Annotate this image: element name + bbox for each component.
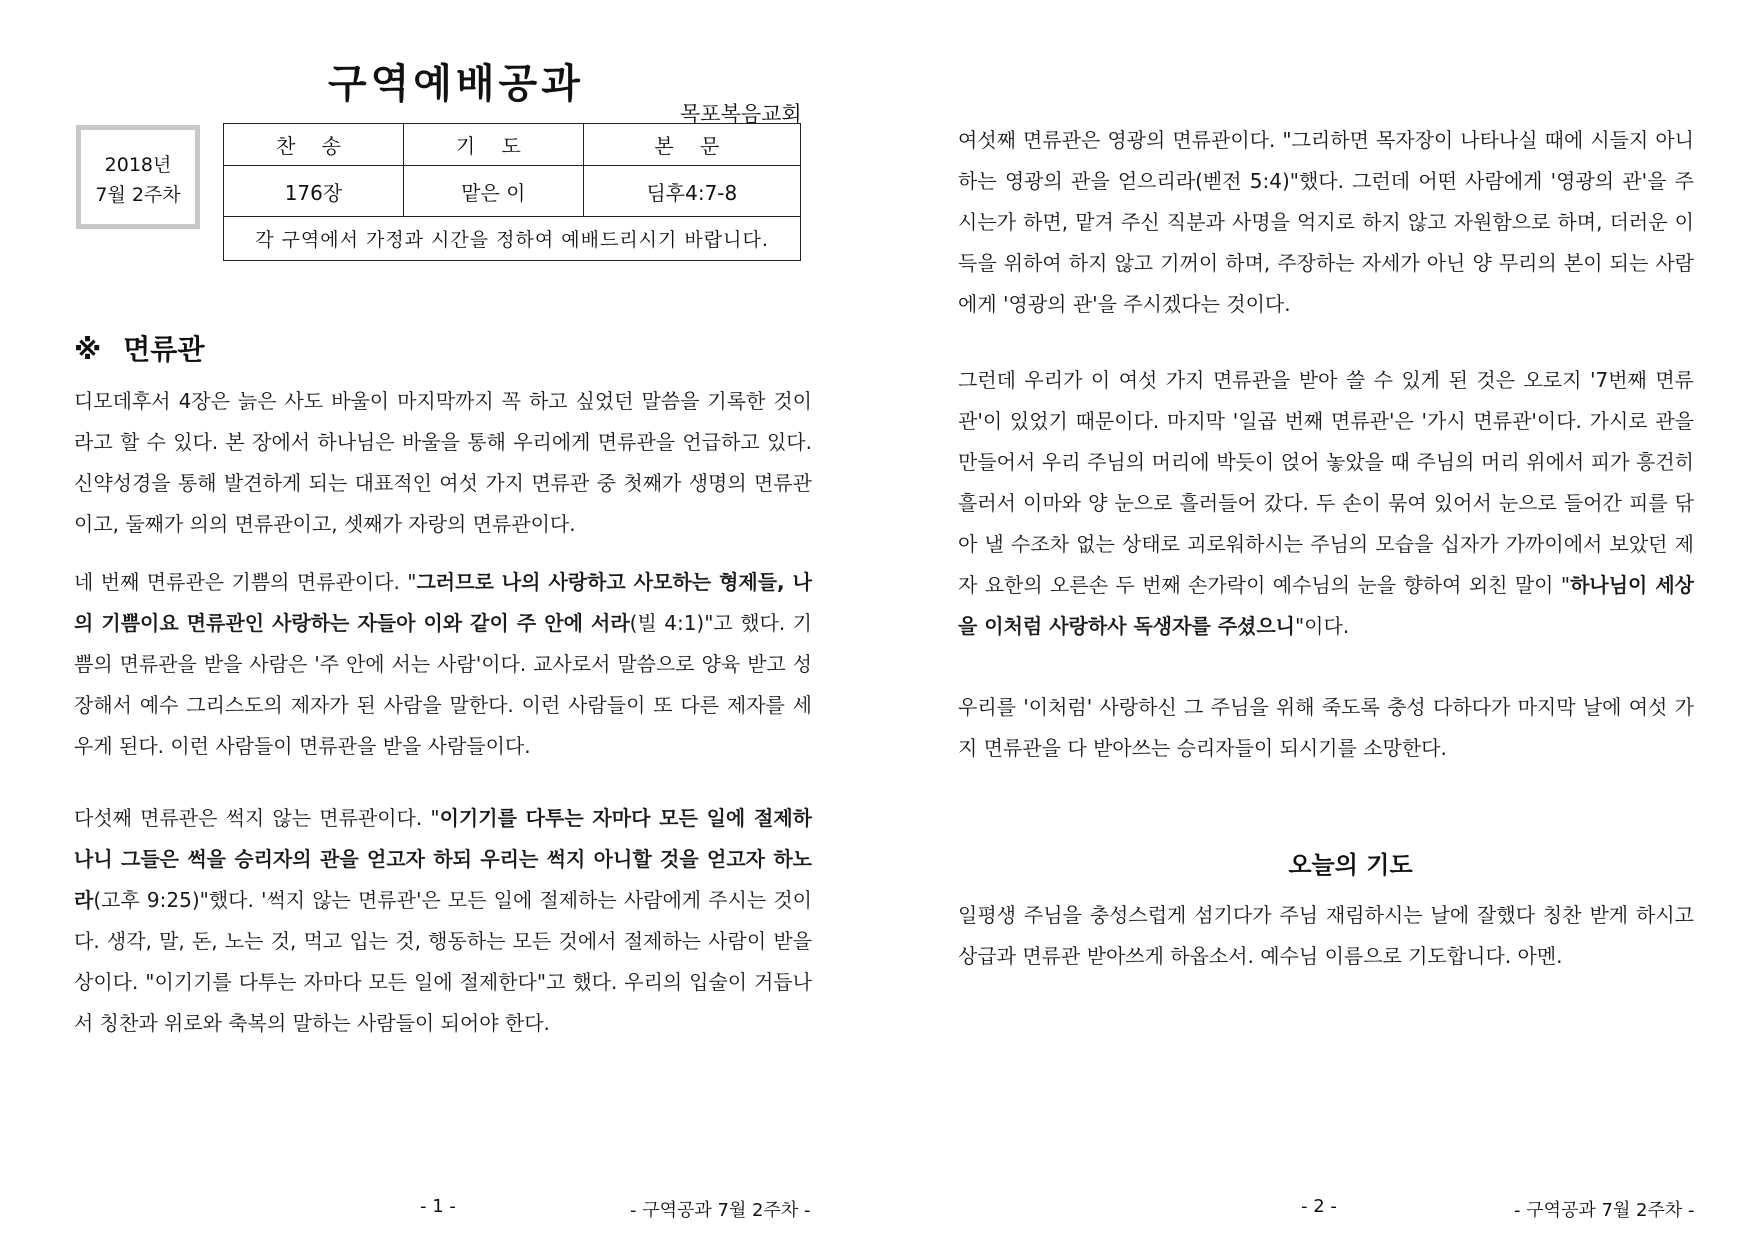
hymn-number: 176장 [224,166,404,217]
date-box [76,125,200,229]
paragraph-2-lead: 네 번째 면류관은 기쁨의 면류관이다. " [74,570,417,594]
paragraph-5-quote: 하나님이 세상을 이처럼 사랑하사 독생자를 주셨으니 [958,573,1694,638]
page-footer: - 구역공과 7월 2주차 - [1514,1200,1695,1221]
hymn-header: 찬 송 [224,124,404,166]
paragraph-5-lead: 그런데 우리가 이 여섯 가지 면류관을 받아 쓸 수 있게 된 것은 오로지 '7번째 면류관'이 있었기 때문이다. 마지막 '일곱 번째 면류관'은 '가시 면류관'이다. 가시로 관을 만들어서 우리 주님의 머리에 박듯이 얹어 놓았을 때 주님의 머리 위에서 피가 흥건히 흘러서 이마와 양 눈으로 흘러들어 갔다. 두 손이 묶여 있어서 눈으로 들어간 피를 닦아 낼 수조차 없는 상태로 괴로워하시는 주님의 모습을 십자가 가까이에서 보았던 제자 요한의 오른손 두 번째 손가락이 예수님의 눈을 향하여 외친 말이 " [958,368,1694,597]
paragraph-4: 여섯째 면류관은 영광의 면류관이다. "그리하면 목자장이 나타나실 때에 시들지 아니하는 영광의 관을 얻으리라(벧전 5:4)"했다. 그런데 어떤 사람에게 '영광의 관'을 주시는가 하면, 맡겨 주신 직분과 사명을 억지로 하지 않고 자원함으로 하며, 더러운 이득을 위하여 하지 않고 기꺼이 하며, 주장하는 자세가 아닌 양 무리의 본이 되는 사람에게 '영광의 관'을 주시겠다는 것이다. [958,128,1694,316]
paragraph-3 [74,798,812,1044]
table-header-row [224,124,801,166]
table-value-row [224,166,801,217]
prayer-title: 오늘의 기도 [1288,851,1413,879]
prayer-leader: 맡은 이 [403,166,583,217]
paragraph-2 [74,562,812,767]
worship-order-table [223,123,801,261]
page-number: - 1 - [420,1196,456,1217]
paragraph-3-lead: 다섯째 면류관은 썩지 않는 면류관이다. " [74,806,440,830]
date-week: 7월 2주차 [95,184,181,206]
paragraph-5 [958,360,1694,647]
paragraph-3-quote: 이기기를 다투는 자마다 모든 일에 절제하나니 그들은 썩을 승리자의 관을 얻고자 하되 우리는 썩지 아니할 것을 얻고자 하노라 [74,806,812,912]
page-number: - 2 - [1301,1196,1337,1217]
scripture-ref: 딤후4:7-8 [583,166,800,217]
date-inner [81,130,195,224]
document-title: 구역예배공과 [328,61,584,107]
paragraph-1: 디모데후서 4장은 늙은 사도 바울이 마지막까지 꼭 하고 싶었던 말씀을 기록한 것이라고 할 수 있다. 본 장에서 하나님은 바울을 통해 우리에게 면류관을 언급하고 있다. 신약성경을 통해 발견하게 되는 대표적인 여섯 가지 면류관 중 첫째가 생명의 면류관이고, 둘째가 의의 면류관이고, 셋째가 자랑의 면류관이다. [74,389,812,536]
church-name: 목포복음교회 [680,102,802,126]
paragraph-3-rest: (고후 9:25)"했다. '썩지 않는 면류관'은 모든 일에 절제하는 사람에게 주시는 것이다. 생각, 말, 돈, 노는 것, 먹고 입는 것, 행동하는 모든 것에서 절제하는 사람이 받을 상이다. "이기기를 다투는 자마다 모든 일에 절제한다"고 했다. 우리의 입술이 거듭나서 칭찬과 위로와 축복의 말하는 사람들이 되어야 한다. [74,888,812,1035]
table-note: 각 구역에서 가정과 시간을 정하여 예배드리시기 바랍니다. [224,217,801,261]
date-year: 2018년 [104,154,172,176]
scripture-header: 본 문 [583,124,800,166]
table-note-row [224,217,801,261]
prayer-text: 일평생 주님을 충성스럽게 섬기다가 주님 재림하시는 날에 잘했다 칭찬 받게 하시고 상급과 면류관 받아쓰게 하옵소서. 예수님 이름으로 기도합니다. 아멘. [958,903,1694,968]
page-footer: - 구역공과 7월 2주차 - [630,1200,811,1221]
prayer-header: 기 도 [403,124,583,166]
paragraph-2-quote: 그러므로 나의 사랑하고 사모하는 형제들, 나의 기쁨이요 면류관인 사랑하는 자들아 이와 같이 주 안에 서라 [74,570,812,635]
section-heading [74,328,204,368]
section-title: 면류관 [123,333,205,366]
reference-mark-icon: ※ [74,333,102,366]
page-2 [877,0,1754,1240]
paragraph-2-rest: (빌 4:1)"고 했다. 기쁨의 면류관을 받을 사람은 '주 안에 서는 사람'이다. 교사로서 말씀으로 양육 받고 성장해서 예수 그리스도의 제자가 된 사람을 말한다. 이런 사람들이 또 다른 제자를 세우게 된다. 이런 사람들이 면류관을 받을 사람들이다. [74,611,812,758]
paragraph-6: 우리를 '이처럼' 사랑하신 그 주님을 위해 죽도록 충성 다하다가 마지막 날에 여섯 가지 면류관을 다 받아쓰는 승리자들이 되시기를 소망한다. [958,695,1694,760]
paragraph-5-rest: "이다. [1294,614,1350,638]
